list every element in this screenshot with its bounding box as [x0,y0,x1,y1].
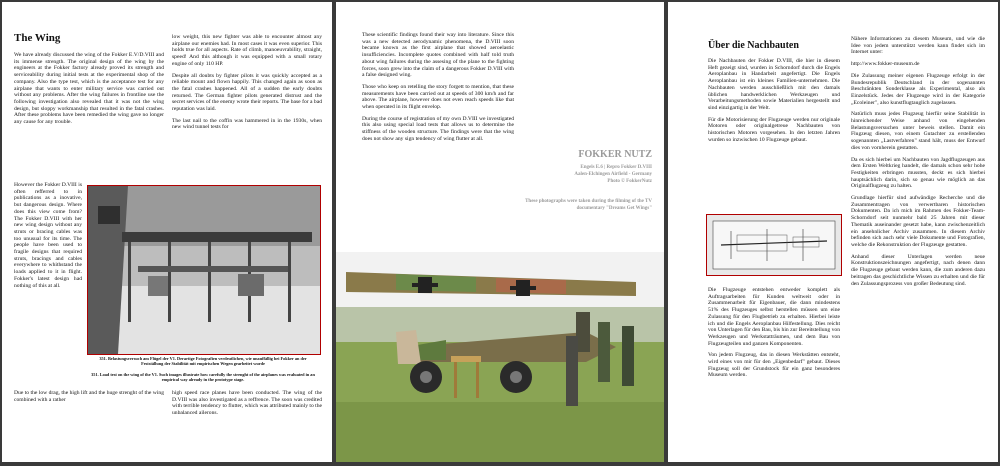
side-text [14,182,82,294]
paragraph: Nähere Informationen zu diesem Museum, und wie die Idee von jedem unterstützt werden kann findet sich im Internet unter: [851,36,985,56]
paragraph: Da es sich hierbei um Nachbauten von Jagdflugzeugen aus dem Ersten Weltkrieg handelt, die damals schon sehr hohe Festigkeiten erbringen mussten, deckt es sich hierbei hauptsächlich darin, sich so genau wie möglich an das Originalflugzeug zu halten. [851,156,985,190]
credit-lines [516,164,652,185]
bottom-text-left [14,390,164,408]
paragraph: Von jedem Flugzeug, das in diesen Werkstätten entsteht, wird eines von mir für den „Eigenbedarf" gebaut. Dieses Flugzeug soll der Grundstock für ein ganz besonderes Museum werden. [708,352,840,379]
text-column-right [172,34,322,136]
photo-caption-english: 351. Load test on the wing of the V1. Such images illustrate how carefully the strenght of the airplanes was evaluated in an empirical way already in the prototype stage. [91,372,315,383]
paragraph: During the course of registration of my own D.VIII we investigated this also using special load tests that allows us to determine the stiffness of the wooden structure. The findings were that the wing does not show any sign tendency of wing flutter at all. [362,115,514,142]
paragraph: Die Flugzeuge entstehen entweder komplett als Auftragsarbeiten für Kunden weltweit oder in Zusammenarbeit für Eigenbauer, die dann mindestens 51% des Flugzeuges selbst herstellen müssen um eine Zulassung für den Flugbetrieb zu erhalten. Hierbei leiste ich und die Engels Aeroplanbau Hilfestellung. Dies reicht von Unterlagen für den Bau, bis hin zur Bereitstellung von Werkzeugen und Werkstatträumen, und dem Bau von Flugzeugteilen und ganzen Komponenten. [708,287,840,347]
paragraph: Die Nachbauten der Fokker D.VIII, die hier in diesem Heft gezeigt sind, wurden in Schorndorf durch die Engels Aeroplanbau in Handarbeit angefertigt. Die Engels Aeroplanbau ist ein kleines Familien-unternehmen. Die Nachbauten werden ausschließlich mit den damals üblichen handwerklichen Werkzeugen und Verarbeitungsmethoden sowie Materialien hergestellt und sind einzigartig in der Welt. [708,58,840,111]
text-column-right [851,36,985,292]
page-photo [336,2,664,462]
page-title: Über die Nachbauten [708,40,799,51]
paragraph: low weight, this new fighter was able to encounter almost any airplane our enemies had. In most cases it was even superior. This holds true for all aspects. Rate of climb, manoeuvrability, straight, speed! And this although it was equipped with a small rotary engine of only 110 HP. [172,34,322,67]
paragraph: Grundlage hierfür sind aufwändige Recherche und die Zusammentragen von verwertbaren historischen Dokumenten. Da ich mich im Rahmen des Fokker-Team-Schorndorf seit nunmehr bald 25 Jahren mit dieser Thematik auseinander gesetzt habe, kann zwischenzeitlich ein ansehnlicher Archiv zusammen. In diesem Archiv befinden sich auch sehr viele Dokumente und Fotografien, welche die Rekonstruktion der Flugzeuge gestatten. [851,195,985,248]
hangar-photo-image [88,186,320,354]
paragraph: Due to the low drag, the high lift and the huge strenght of the wing combined with a rather [14,390,164,403]
paragraph: We have already discussed the wing of the Fokker E.V/D.VIII and its immense strength. The original design of the wing by the engineers at the Fokker factory already proved its strength and serviceability during initial tests at the experimental shop of the company. Also the type test, which is the acceptance test for any airplane that wants to enter military service was carried out without any problems. After the wing failures in frontline use the following investigation also revealed that it was not the wing design, but sloppy workmanship that resulted in the fatal crashes. After these problems have been remedied the wing gave no longer any cause for any trouble. [14,52,164,126]
paragraph: Despite all doubts by fighter pilots it was quickly accepted as a reliable mount and flown happily. This changed again as soon as the fatal crashes happened. All of a sudden the early doubts returned. The German fighter pilots generated distrust and the secret services of the enemy wrote their reports. The base for a bad reputation was laid. [172,72,322,113]
page-uber-die-nachbauten [668,2,998,462]
paragraph: However the Fokker D.VIII is often refferred to in publications as a inovative, but dangerous design. Where does this view come from? The Fokker D.VIII with her new wing design without any struts or bracing cables was too unusual for its time. The people have been used to fragile designs that required struts, bracings and cables everywhere to whithstand the loads applied to it in flight. Fokker's latest design had nothing of this at all. [14,182,82,289]
paragraph: Anhand dieser Unterlagen werden neue Konstruktionszeichnungen angefertigt, nach denen dann die Flugzeuge gebaut werden kann, die zum anderen dazu beitragen das geschichtliche Wissen zu erhalten und die für den Zulassungsprozess von großer Bedeutung sind. [851,253,985,287]
page-the-wing [2,2,332,462]
technical-drawing-photo [706,214,842,276]
paragraph: high speed race planes have been conducted. The wing of the D.VIII was also investigated as a reffrence. The soon was credited with terrible tendency to flutter, which was attributed mainly to the unbalanced ailerons. [172,390,322,417]
paragraph: The last nail to the coffin was hammered in in the 1930s, when new wind tunnel tests for [172,117,322,131]
paragraph: Those who keep on retelling the story forgett to mention, that these measurements have been carried out at speeds of 300 km/h and far above. The airplane, however does not even reach speeds like that when operated in its flight envelop. [362,83,514,111]
technical-drawing-image [707,215,841,275]
paragraph: Natürlich muss jedes Flugzeug hierfür seine Stabilität in hinreichender Weise anhand von eingehenden Belastungsversuchen unter beweis stellen. Damit ein Flugzeug diesen, von einem Gutachter zu erstellenden sogenannten „Lastverfahren" stand hält, muss der Entwurf dies von vornherein gestatten. [851,111,985,151]
credit-title: FOKKER NUTZ [578,149,652,160]
credit-line: Aalen-Elchingen Airfield - Germany [574,172,652,177]
bottom-text-right [172,390,322,422]
paragraph: These scientific findings found their way into literature. Since this was a new detected aerodynamic phenomena, the D.VIII soon became known as the first airplane that showed aeroelastic insufficiencies. Incomplete quotes combined with half told truth about wing failures during the assesing of the plane to the fighting forces, soon grew into the claim of a dangerous Fokker D.VIII with a false designed wing. [362,32,514,79]
paragraph: Für die Motorisierung der Flugzeuge werden nur originale Motoren oder originalgetreue Nachbauten von historischen Motoren vorgesehen. In den letzten Jahren wurden so inzwischen 10 Flugzeuge gebaut. [708,116,840,143]
text-column [362,32,514,148]
text-column-left [14,52,164,131]
wing-load-test-photo [87,185,321,355]
credit-line: Engels E.6 | Repro Fokker D.VIII [580,165,652,170]
photo-caption-german: 351. Belastungsversuch am Flügel der V1. Derartige Fotografien verdeutlichen, wie unauffällig bei Fokker an der Festställung der Stabilität mit empirischen Wegen gearbeitet wurde [99,356,307,367]
page-title: The Wing [14,32,61,44]
credit-line: Photo © FokkerNutz [607,179,652,184]
text-column-left [708,58,840,148]
text-column-left-bottom [708,287,840,384]
credit-note: These photographs were taken during the filming of the TV documentary "Dreams Get Wings" [525,199,652,211]
paragraph: Die Zulassung meiner eigenen Flugzeuge erfolgt in der Bundesrepublik Deutschland in der sogenannten Beschränkten Sonderklasse als Experimental, also als Einzelstück. Jedes der Flugzeuge wird in der Kategorie „Ecoleiner", also kunstflugtauglich zugelassen. [851,72,985,106]
fokker-aircraft-photo [336,252,664,462]
museum-link[interactable]: http://www.fokker-museum.de [851,61,920,68]
